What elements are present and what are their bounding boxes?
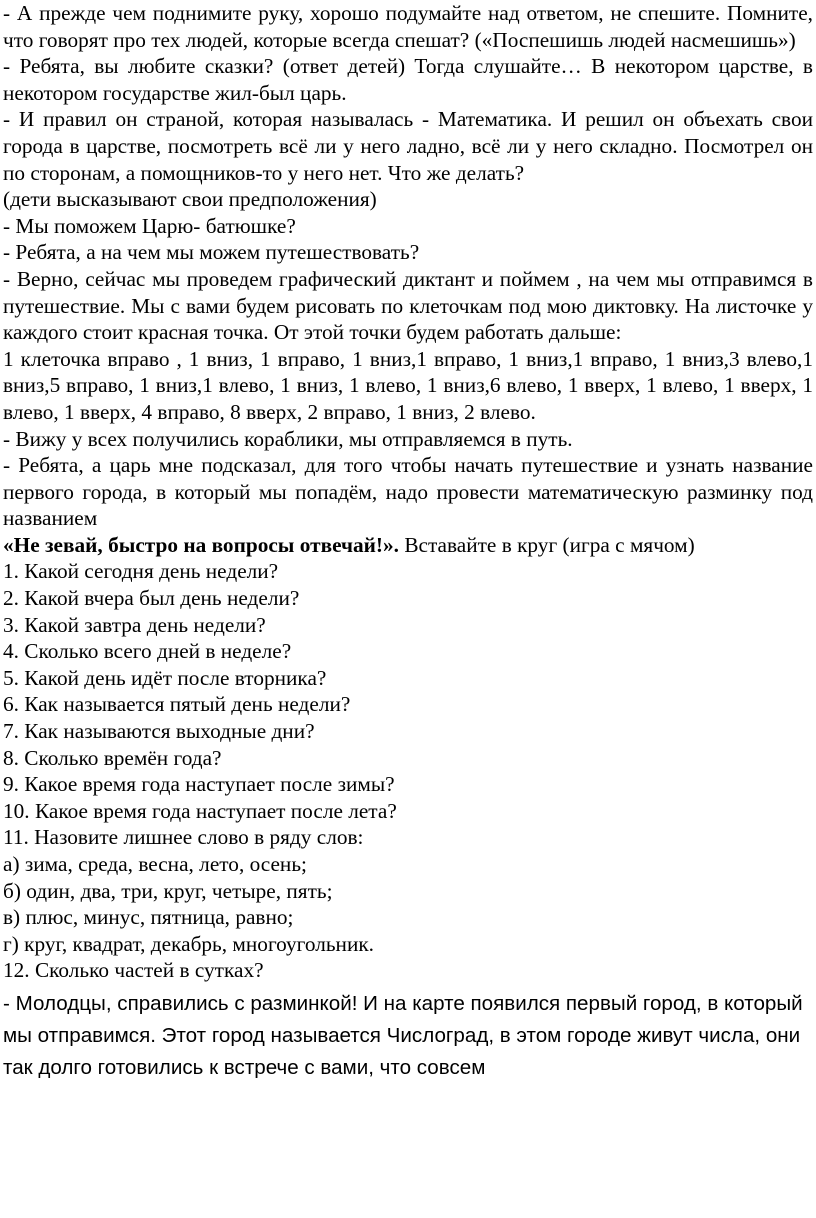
question-item: 1. Какой сегодня день недели? bbox=[3, 559, 279, 584]
question-item: 9. Какое время года наступает после зимы? bbox=[3, 772, 395, 797]
paragraph-game bbox=[3, 532, 813, 559]
paragraph-boats: - Вижу у всех получились кораблики, мы отправляемся в путь. bbox=[3, 426, 573, 451]
question-item: 2. Какой вчера был день недели? bbox=[3, 586, 300, 611]
question-item: 8. Сколько времён года? bbox=[3, 745, 222, 770]
paragraph-graphic-dictation: - Верно, сейчас мы проведем графический диктант и поймем , на чем мы отправимся в путешествие. Мы с вами будем рисовать по клеточкам под мою диктовку. На листочке у каждого стоит красная точка. От этой точки будем работать дальше: bbox=[3, 266, 813, 345]
paragraph-closing: - Молодцы, справились с разминкой! И на карте появился первый город, в который мы отправимся. Этот город называется Числоград, в этом городе живут числа, они так долго готовились к встрече с вами, что совсем bbox=[3, 991, 803, 1079]
paragraph-warmup: - Ребята, а царь мне подсказал, для того чтобы начать путешествие и узнать название первого города, в который мы попадём, надо провести математическую разминку под названием bbox=[3, 453, 813, 531]
question-item: 4. Сколько всего дней в неделе? bbox=[3, 639, 292, 664]
document-page bbox=[3, 0, 813, 1084]
game-instruction: Вставайте в круг (игра с мячом) bbox=[399, 532, 695, 557]
question-option: в) плюс, минус, пятница, равно; bbox=[3, 905, 294, 930]
question-item: 10. Какое время года наступает после лета? bbox=[3, 798, 397, 823]
paragraph-travel-question: - Ребята, а на чем мы можем путешествовать? bbox=[3, 240, 420, 265]
question-item: 7. Как называются выходные дни? bbox=[3, 719, 315, 744]
paragraph-king: - И правил он страной, которая называлась - Математика. И решил он объехать свои города в царстве, посмотреть всё ли у него ладно, всё ли у него складно. Посмотрел он по сторонам, а помощников-то у него нет. Что же делать? bbox=[3, 107, 813, 185]
paragraph-dictation-steps: 1 клеточка вправо , 1 вниз, 1 вправо, 1 вниз,1 вправо, 1 вниз,1 вправо, 1 вниз,3 влево,1 вниз,5 вправо, 1 вниз,1 влево, 1 вниз, 1 влево, 1 вниз,6 влево, 1 вверх, 1 влево, 1 вверх, 1 влево, 1 вверх, 4 вправо, 8 вверх, 2 вправо, 1 вниз, 2 влево. bbox=[3, 346, 813, 424]
question-item: 5. Какой день идёт после вторника? bbox=[3, 665, 327, 690]
paragraph-fairytale: - Ребята, вы любите сказки? (ответ детей) Тогда слушайте… В некотором царстве, в некотором государстве жил-был царь. bbox=[3, 54, 813, 105]
paragraph-intro: - А прежде чем поднимите руку, хорошо подумайте над ответом, не спешите. Помните, что говорят про тех людей, которые всегда спешат? («Поспешишь людей насмешишь») bbox=[3, 1, 813, 52]
question-option: а) зима, среда, весна, лето, осень; bbox=[3, 852, 307, 876]
game-title: «Не зевай, быстро на вопросы отвечай!». bbox=[3, 532, 399, 557]
question-option: г) круг, квадрат, декабрь, многоугольник. bbox=[3, 931, 375, 956]
question-item: 12. Сколько частей в сутках? bbox=[3, 958, 264, 983]
question-item: 11. Назовите лишнее слово в ряду слов: bbox=[3, 825, 364, 850]
paragraph-children-suggest: (дети высказывают свои предположения) bbox=[3, 187, 377, 212]
question-option: б) один, два, три, круг, четыре, пять; bbox=[3, 878, 333, 903]
paragraph-help-king: - Мы поможем Царю- батюшке? bbox=[3, 213, 296, 238]
question-item: 3. Какой завтра день недели? bbox=[3, 612, 266, 637]
question-item: 6. Как называется пятый день недели? bbox=[3, 692, 351, 717]
question-list bbox=[3, 558, 813, 984]
